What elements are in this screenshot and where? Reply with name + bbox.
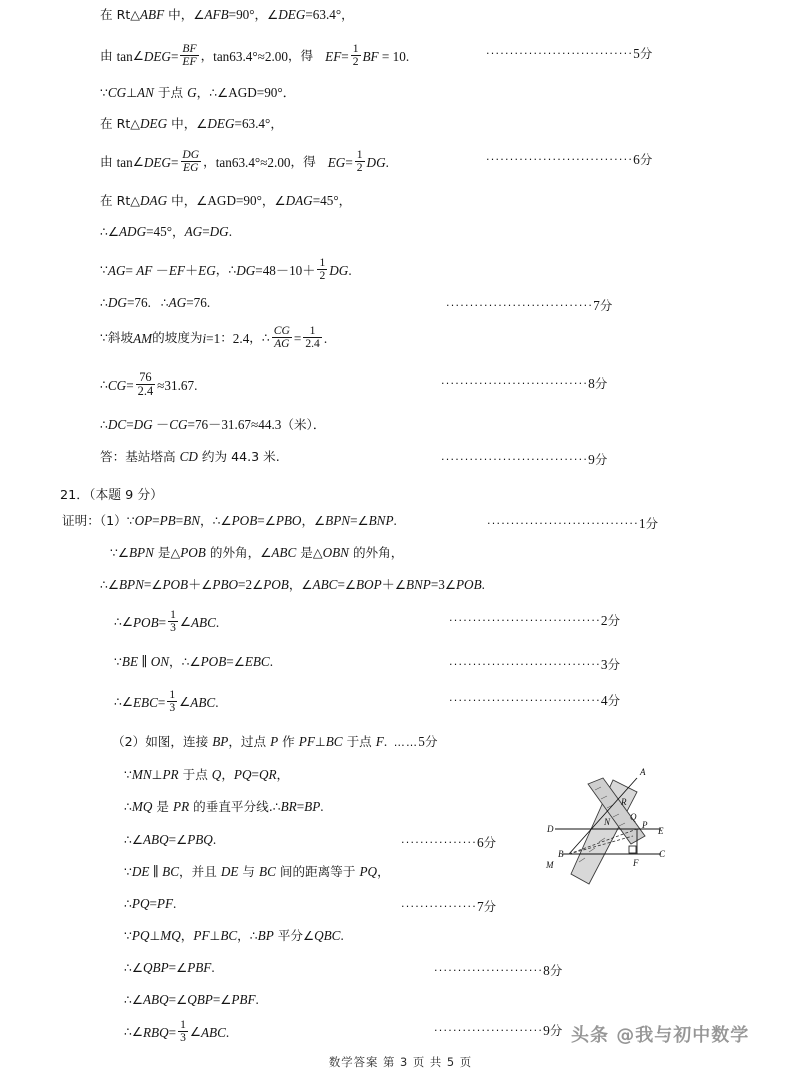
leader-unit: 分 (599, 298, 613, 313)
math-line-5: 由 tan ∠ DEG = $\frac{DG}{EG}$ ， tan63.4°≈2.00 ，得 EG = $\frac{1}{2}$ DG . (100, 148, 389, 175)
figure-label-A: A (640, 767, 646, 777)
leader-unit: 分 (549, 963, 563, 978)
leader-dots: ······························· (486, 47, 634, 60)
leader-dots: ······················· (434, 964, 544, 977)
math-line-1: 在 Rt△ABF 中，∠AFB=90°，∠DEG=63.4°， (100, 7, 354, 22)
leader-unit: 分 (549, 1023, 563, 1038)
score-leader-5 (486, 44, 652, 62)
leader-dots: ······················· (434, 1024, 544, 1037)
score-leader-p3 (449, 655, 620, 673)
score-leader-6 (486, 150, 652, 168)
proof-line-10: ∴∠ABQ=∠PBQ. (124, 832, 217, 847)
figure-label-F: F (633, 858, 639, 868)
leader-points: 6 (633, 152, 640, 167)
proof-line-6: ∴∠ EBC = $\frac{1}{3}$ ∠ ABC . (114, 688, 219, 715)
inline-leader-dots: …… (393, 736, 419, 749)
leader-dots: ······························· (486, 153, 634, 166)
inline-leader-unit: 分 (424, 734, 438, 749)
math-line-11: ∴ CG = $\frac{76}{2.4}$ ≈31.67. (100, 370, 198, 399)
leader-unit: 分 (645, 516, 658, 531)
leader-points: 6 (476, 835, 484, 850)
math-line-12: ∴DC=DG －CG=76－31.67≈44.3（米）． (100, 417, 326, 432)
math-line-13: 答：基站塔高 CD 约为 44.3 米. (100, 449, 280, 464)
leader-points: 3 (600, 657, 608, 672)
leader-dots: ································ (449, 658, 601, 671)
leader-points: 4 (600, 693, 608, 708)
leader-points: 7 (593, 298, 600, 313)
leader-points: 5 (633, 46, 640, 61)
math-line-2: 由 tan ∠ DEG = $\frac{BF}{EF}$ ， tan63.4°≈2.00 ，得 EF = $\frac{1}{2}$ BF = 10. (100, 42, 410, 69)
figure-label-M: M (546, 860, 554, 870)
geometry-figure (545, 762, 750, 897)
leader-points: 9 (588, 452, 595, 467)
figure-label-B: B (558, 849, 564, 859)
proof-line-5: ∵BE ∥ ON，∴∠POB=∠EBC. (114, 654, 274, 669)
score-leader-p4 (449, 691, 620, 709)
leader-dots: ················ (401, 836, 477, 849)
proof-line-7: （2）如图，连接 BP，过点 P 作 PF⊥BC 于点 F. ……5分 (112, 734, 438, 749)
math-line-9: ∴DG=76. ∴AG=76. (100, 295, 211, 310)
proof-line-3: ∴∠BPN=∠POB＋∠PBO=2∠POB，∠ABC=∠BOP＋∠BNP=3∠POB. (100, 577, 485, 592)
math-line-3: ∵CG⊥AN 于点 G，∴∠AGD=90°． (100, 85, 296, 100)
proof-line-13: ∵PQ⊥MQ，PF⊥BC，∴BP 平分∠QBC. (124, 928, 344, 943)
figure-label-P: P (642, 820, 648, 830)
math-line-6: 在 Rt△DAG 中，∠AGD=90°，∠DAG=45°， (100, 193, 352, 208)
proof-line-2: ∵∠BPN 是△POB 的外角，∠ABC 是△OBN 的外角， (110, 545, 404, 560)
leader-unit: 分 (639, 152, 653, 167)
leader-dots: ······························· (446, 299, 594, 312)
leader-dots: ································ (487, 517, 639, 530)
leader-points: 2 (600, 613, 608, 628)
math-line-8: ∵ AG = AF － EF ＋ EG ， ∴ DG =48－10＋ $\frac{1}{2}$ DG . (100, 256, 352, 283)
leader-points: 1 (638, 516, 646, 531)
proof-line-12: ∴PQ=PF. (124, 896, 177, 911)
leader-dots: ································ (449, 614, 601, 627)
figure-label-Q: Q (630, 812, 637, 822)
leader-unit: 分 (607, 693, 620, 708)
leader-unit: 分 (483, 835, 497, 850)
proof-line-14: ∴∠QBP=∠PBF. (124, 960, 215, 975)
leader-unit: 分 (483, 899, 497, 914)
page-footer: 数学答案 第 3 页 共 5 页 (328, 1055, 473, 1069)
figure-label-N: N (604, 817, 611, 827)
leader-unit: 分 (639, 46, 653, 61)
figure-label-R: R (621, 797, 627, 807)
inline-leader-points: 5 (418, 734, 425, 749)
leader-dots: ······························· (441, 453, 589, 466)
proof-line-9: ∴MQ 是 PR 的垂直平分线.∴BR=BP. (124, 799, 324, 814)
score-leader-p9 (434, 1021, 562, 1039)
proof-line-1: 证明：（1）∵OP=PB=BN，∴∠POB=∠PBO，∠BPN=∠BNP. (62, 513, 397, 528)
math-line-10: ∵ 斜坡 AM 的坡度为 i =1 ： 2.4 ， ∴ $\frac{CG}{AG}$ = $\frac{1}{2.4}$ . (100, 324, 328, 351)
right-angle-mark (629, 846, 636, 853)
score-leader-7 (446, 296, 612, 314)
score-leader-p8 (434, 961, 562, 979)
score-leader-p7 (401, 897, 496, 915)
proof-line-16: ∴∠ RBQ = $\frac{1}{3}$ ∠ ABC . (124, 1018, 230, 1045)
proof-line-4: ∴∠ POB = $\frac{1}{3}$ ∠ ABC . (114, 608, 220, 635)
score-leader-9 (441, 450, 607, 468)
leader-points: 8 (543, 963, 550, 978)
score-leader-p6 (401, 833, 496, 851)
proof-line-8: ∵MN⊥PR 于点 Q，PQ=QR， (124, 767, 290, 782)
proof-line-15: ∴∠ABQ=∠QBP=∠PBF. (124, 992, 259, 1007)
leader-unit: 分 (594, 452, 608, 467)
leader-points: 7 (476, 899, 484, 914)
watermark: 头条 @我与初中数学 (571, 1025, 750, 1046)
leader-points: 9 (543, 1023, 550, 1038)
leader-dots: ················ (401, 900, 477, 913)
score-leader-p2 (449, 611, 620, 629)
proof-line-11: ∵DE ∥ BC，并且 DE 与 BC 间的距离等于 PQ， (124, 864, 390, 879)
leader-dots: ································ (449, 694, 601, 707)
math-line-7: ∴∠ADG=45°，AG=DG. (100, 224, 232, 239)
figure-label-E: E (658, 826, 664, 836)
figure-label-C: C (659, 849, 666, 859)
score-leader-p1 (487, 514, 658, 532)
figure-label-D: D (547, 824, 554, 834)
leader-unit: 分 (607, 613, 620, 628)
leader-dots: ······························· (441, 377, 589, 390)
leader-unit: 分 (607, 657, 620, 672)
leader-unit: 分 (594, 376, 608, 391)
score-leader-8 (441, 374, 607, 392)
problem-21-heading: 21．（本题 9 分） (60, 488, 163, 503)
leader-points: 8 (588, 376, 595, 391)
math-line-4: 在 Rt△DEG 中，∠DEG=63.4°， (100, 116, 283, 131)
